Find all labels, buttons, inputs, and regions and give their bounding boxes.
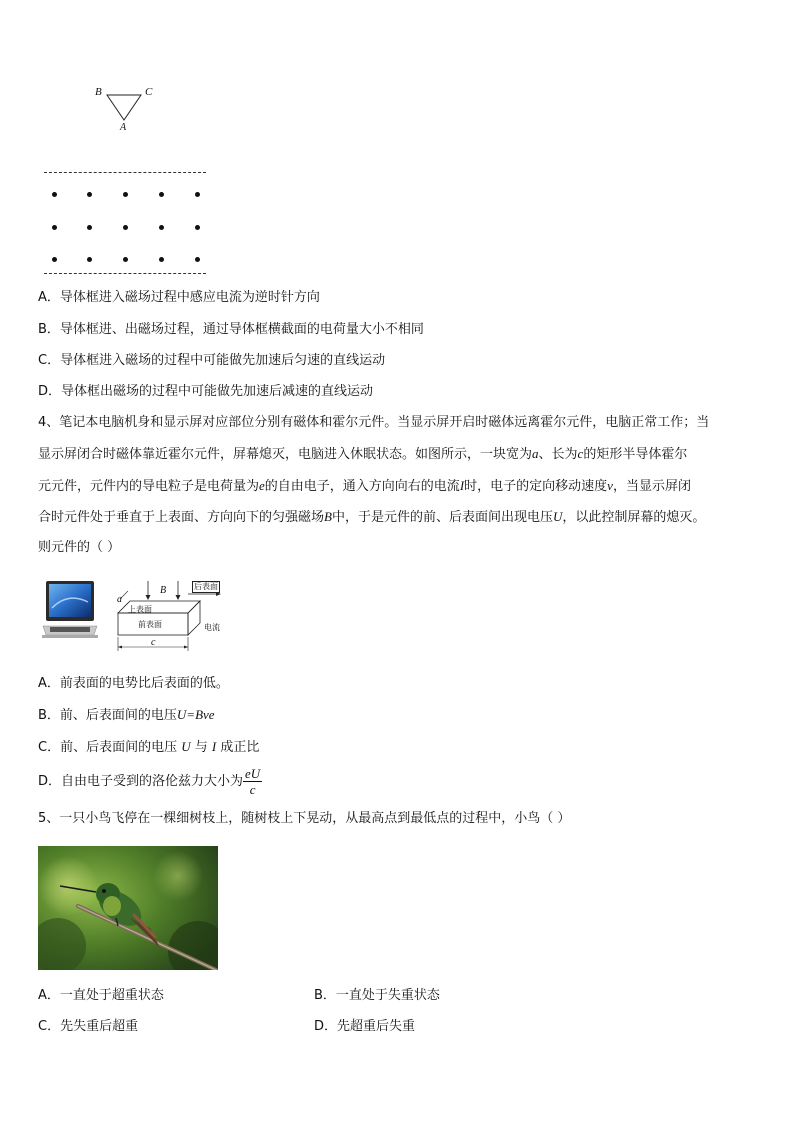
q4-option-b-formula: U=Bve xyxy=(176,707,215,722)
field-dot xyxy=(123,192,128,197)
label-b-field: B xyxy=(160,585,167,596)
q5-option-d: D．先超重后失重 xyxy=(314,1019,416,1034)
field-dot xyxy=(159,257,164,262)
q4-option-c-text: 成正比 xyxy=(220,740,260,755)
q5-option-c: C．先失重后超重 xyxy=(38,1019,139,1034)
q5-option-a: A．一直处于超重状态 xyxy=(38,988,164,1003)
q4-stem-line-3 xyxy=(38,477,691,496)
label-length-c: c xyxy=(151,637,156,648)
laptop-image xyxy=(42,580,98,644)
q4-text: 显示屏闭合时磁体靠近霍尔元件，屏幕熄灭，电脑进入休眠状态。如图所示，一块宽为 xyxy=(38,447,533,462)
q3-option-b: B．导体框进、出磁场过程，通过导体框横截面的电荷量大小不相同 xyxy=(38,322,424,337)
field-boundary-bottom xyxy=(44,273,206,274)
q4-option-c xyxy=(38,738,259,757)
hummingbird-photo xyxy=(38,846,218,970)
magnetic-field-figure xyxy=(44,170,214,280)
field-dot xyxy=(195,257,200,262)
var-i: I xyxy=(459,478,465,493)
q4-option-a: A．前表面的电势比后表面的低。 xyxy=(38,676,229,691)
label-width-a: a xyxy=(117,594,122,605)
laptop-illustration xyxy=(42,580,98,644)
q5-stem: 5、一只小鸟飞停在一棵细树枝上，随树枝上下晃动，从最高点到最低点的过程中，小鸟（ ） xyxy=(38,811,571,826)
fraction-eu-over-c xyxy=(243,766,262,797)
q3-option-a: A．导体框进入磁场过程中感应电流为逆时针方向 xyxy=(38,290,320,305)
field-dot xyxy=(87,192,92,197)
q4-text: 合时元件处于垂直于上表面、方向向下的匀强磁场 xyxy=(38,510,325,525)
label-current: 电流 xyxy=(204,623,220,632)
field-dot xyxy=(195,225,200,230)
field-dot xyxy=(159,225,164,230)
q4-text: 元元件，元件内的导电粒子是电荷量为 xyxy=(38,479,260,494)
triangle-label-a: A xyxy=(120,122,127,133)
dot-row xyxy=(44,225,214,231)
label-back-surface: 后表面 xyxy=(194,582,218,591)
q4-text: 时，电子的定向移动速度 xyxy=(464,479,608,494)
var-u: U xyxy=(181,739,191,754)
q4-text: ，当显示屏闭 xyxy=(612,479,691,494)
q4-option-c-text: C．前、后表面间的电压 xyxy=(38,740,178,755)
q4-text: 的自由电子，通入方向向右的电流 xyxy=(264,479,460,494)
field-dot xyxy=(87,257,92,262)
q4-stem-line-1: 4、笔记本电脑机身和显示屏对应部位分别有磁体和霍尔元件。当显示屏开启时磁体远离霍尔元件，电脑正常工作；当 xyxy=(38,415,710,430)
q4-text: 、长为 xyxy=(538,447,578,462)
dot-row xyxy=(44,257,214,263)
label-front-surface: 前表面 xyxy=(138,620,162,629)
var-v: v xyxy=(607,478,613,493)
q4-option-d xyxy=(38,764,262,800)
var-i: I xyxy=(211,739,217,754)
field-dot xyxy=(52,192,57,197)
field-dot xyxy=(195,192,200,197)
fraction-denominator: c xyxy=(249,782,256,797)
q4-stem-line-5: 则元件的（ ） xyxy=(38,540,121,555)
q4-option-d-text: D．自由电子受到的洛伦兹力大小为 xyxy=(38,774,244,789)
var-b: B xyxy=(324,509,332,524)
hall-element-figure xyxy=(108,577,238,655)
var-e: e xyxy=(259,478,265,493)
q4-option-b-text: B．前、后表面间的电压 xyxy=(38,708,177,723)
var-a: a xyxy=(532,446,539,461)
field-dot xyxy=(123,225,128,230)
q4-stem-line-4 xyxy=(38,508,705,527)
var-c: c xyxy=(577,446,584,461)
q4-text: 中，于是元件的前、后表面间出现电压 xyxy=(331,510,553,525)
field-dot xyxy=(159,192,164,197)
q4-option-c-text: 与 xyxy=(194,740,208,755)
q4-text: 的矩形半导体霍尔 xyxy=(583,447,688,462)
field-dot xyxy=(87,225,92,230)
field-dot xyxy=(52,225,57,230)
q5-option-b: B．一直处于失重状态 xyxy=(314,988,440,1003)
field-dot xyxy=(52,257,57,262)
q4-stem-line-2 xyxy=(38,445,687,464)
field-boundary-top xyxy=(44,172,206,173)
label-top-surface: 上表面 xyxy=(128,605,152,614)
triangle-figure xyxy=(92,86,162,136)
hummingbird-illustration xyxy=(38,846,218,970)
q3-option-d: D．导体框出磁场的过程中可能做先加速后减速的直线运动 xyxy=(38,384,374,399)
triangle-label-c: C xyxy=(145,86,153,98)
triangle-label-b: B xyxy=(95,86,102,98)
q4-text: ，以此控制屏幕的熄灭。 xyxy=(562,510,706,525)
field-dot xyxy=(123,257,128,262)
fraction-numerator: eU xyxy=(245,766,261,781)
q3-option-c: C．导体框进入磁场的过程中可能做先加速后匀速的直线运动 xyxy=(38,353,386,368)
dot-row xyxy=(44,192,214,198)
var-u: U xyxy=(552,509,563,524)
q4-option-b xyxy=(38,706,215,725)
